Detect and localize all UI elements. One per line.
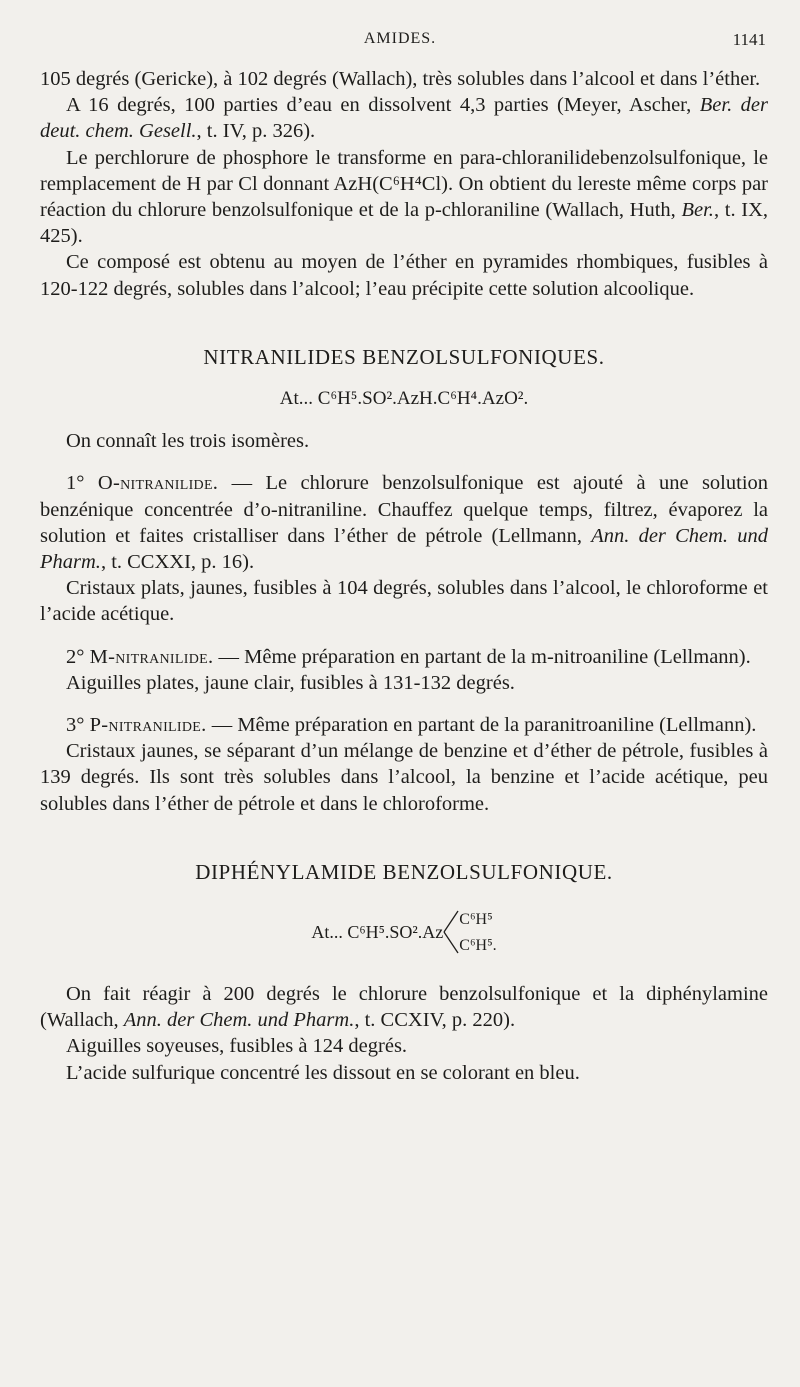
item-description: Cristaux plats, jaunes, fusibles à 104 degrés, solubles dans l’alcool, le chloroforme et l’acide acétique.: [40, 577, 768, 626]
formula-nitranilides: At... C⁶H⁵.SO².AzH.C⁶H⁴.AzO².: [279, 388, 529, 410]
section-heading-diphenylamide: DIPHÉNYLAMIDE BENZOLSULFONIQUE.: [195, 859, 613, 884]
paragraph-perchlorure: [40, 145, 768, 250]
item-p-nitranilide: [40, 712, 768, 738]
text-run: On fait réagir à 200 degrés le chlorure benzolsulfonique et la diphénylamine (Wallach,: [40, 983, 768, 1032]
item-name: O-nitranilide.: [97, 472, 219, 495]
paragraph-wallach-diphenylamine: [40, 981, 768, 1033]
text-run: Le perchlorure de phosphore le transforme en para-chloranilidebenzolsulfonique, le remplacement de H par Cl donnant AzH(C⁶H⁴Cl). On obtient du lereste même corps par réaction du chlorure benzolsulfonique et de la p-chloraniline (Wallach, Huth,: [40, 146, 768, 222]
paragraph-acide-sulfurique: L’acide sulfurique concentré les dissout en se colorant en bleu.: [66, 1061, 580, 1084]
formula-diphenylamide: [40, 901, 768, 963]
text-run: — Le chlorure benzolsulfonique est ajouté à une solution benzénique concentrée d’o-nitraniline. Chauffez quelque temps, filtrez, évaporez la solution et faites cristalliser dans l’éther de pétrole (Lellmann,: [40, 472, 769, 547]
text-run: , t. IV, p. 326).: [196, 120, 316, 143]
item-name: P-nitranilide.: [89, 714, 207, 737]
paragraph-aiguilles-soyeuses: Aiguilles soyeuses, fusibles à 124 degrés.: [66, 1035, 408, 1058]
formula-branch-bottom: C⁶H⁵.: [459, 937, 497, 955]
item-name: M-nitranilide.: [89, 645, 214, 668]
item-number: 1°: [66, 472, 85, 495]
page-header: [0, 30, 800, 54]
item-description: Aiguilles plates, jaune clair, fusibles à 131-132 degrés.: [66, 671, 515, 694]
text-run: , t. CCXXI, p. 16).: [100, 551, 255, 574]
branch-bracket-icon: [443, 907, 459, 957]
text-run: A 16 degrés, 100 parties d’eau en dissolvent 4,3 parties (Meyer, Ascher,: [66, 94, 700, 117]
text-run: , t. CCXIV, p. 220).: [354, 1009, 516, 1032]
formula-branch-top: C⁶H⁵: [459, 911, 493, 929]
citation-title: Ann. der Chem. und Pharm.: [123, 1009, 355, 1032]
running-head: AMIDES.: [363, 30, 437, 47]
item-number: 2°: [66, 645, 85, 668]
body-text: [40, 66, 768, 1086]
paragraph-meyer-ascher: [40, 92, 768, 144]
item-number: 3°: [66, 714, 85, 737]
citation-title: Ann. der Chem. und Pharm.: [40, 524, 768, 574]
text-run: , t. IX, 425).: [40, 199, 769, 248]
paragraph-solubility: 105 degrés (Gericke), à 102 degrés (Wallach), très solubles dans l’alcool et dans l’éther.: [40, 68, 761, 90]
formula-prefix: At... C⁶H⁵.SO².Az: [311, 921, 444, 942]
text-run: — Même préparation en partant de la paranitroaniline (Lellmann).: [206, 714, 757, 737]
citation-title: Ber.: [681, 199, 714, 222]
text-run: — Même préparation en partant de la m-nitroaniline (Lellmann).: [213, 645, 751, 668]
formula-branches: [459, 907, 496, 957]
page-number: 1141: [732, 30, 766, 49]
citation-title: Ber. der deut. chem. Gesell.: [40, 94, 768, 143]
paragraph-isomeres: On connaît les trois isomères.: [66, 430, 310, 453]
item-description: Cristaux jaunes, se séparant d’un mélange de benzine et d’éther de pétrole, fusibles à 139 degrés. Ils sont très solubles dans l’alcool, la benzine et l’acide acétique, peu solubles dans l’éther de pétrole et dans le chloroforme.: [40, 740, 768, 815]
paragraph-pyramides: Ce composé est obtenu au moyen de l’éther en pyramides rhombiques, fusibles à 120-122 degrés, solubles dans l’alcool; l’eau précipite cette solution alcoolique.: [40, 251, 768, 300]
item-o-nitranilide: [40, 470, 768, 575]
section-heading-nitranilides: NITRANILIDES BENZOLSULFONIQUES.: [203, 344, 605, 369]
item-m-nitranilide: [40, 644, 768, 670]
